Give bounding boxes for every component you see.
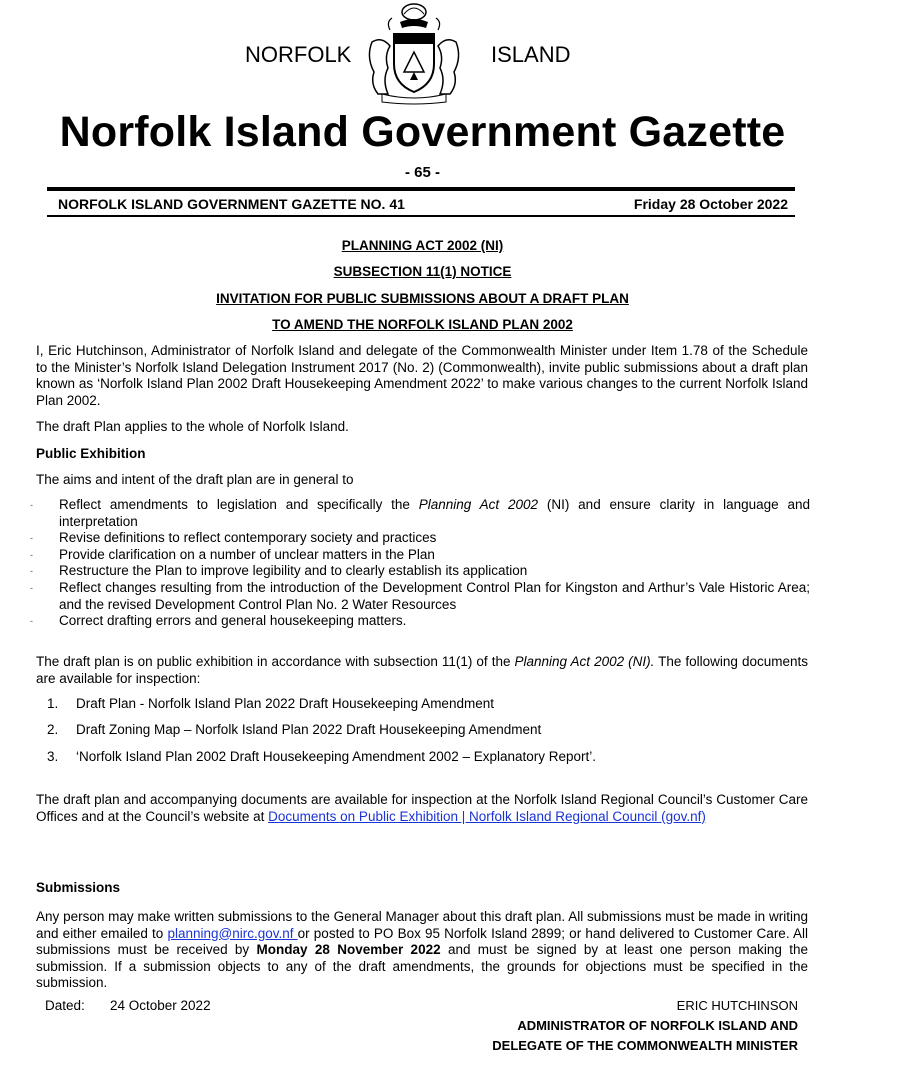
document-item-1: 1. Draft Plan - Norfolk Island Plan 2022 Draft Housekeeping Amendment <box>47 696 494 711</box>
bullet-dash: - <box>30 616 33 627</box>
document-item-2: 2. Draft Zoning Map – Norfolk Island Plan 2022 Draft Housekeeping Amendment <box>47 722 542 737</box>
list-item: - Reflect changes resulting from the introduction of the Development Control Plan for Kingston and Arthur’s Vale Historic Area; and the revised Development Control Plan No. 2 Water Resources <box>30 579 810 612</box>
signatory-title-1: ADMINISTRATOR OF NORFOLK ISLAND AND <box>517 1018 798 1033</box>
bullet-dash: - <box>30 533 33 544</box>
exhibition-documents-link[interactable]: Documents on Public Exhibition | Norfolk Island Regional Council (gov.nf) <box>268 808 706 824</box>
availability-paragraph: The draft plan and accompanying documents are available for inspection at the Norfolk Island Regional Council’s Customer Care Offices and at the Council’s website at Documents on Public Exhibition | Norfolk Island Regional Council (gov.nf) <box>36 792 808 824</box>
intro-paragraph: I, Eric Hutchinson, Administrator of Norfolk Island and delegate of the Commonwealth Minister under Item 1.78 of the Schedule to the Minister’s Norfolk Island Delegation Instrument 2017 (No. 2) (Commonwealth), invite public submissions about a draft plan known as ‘Norfolk Island Plan 2002 Draft Housekeeping Amendment 2022’ to make various changes to the current Norfolk Island Plan 2002. <box>36 343 808 408</box>
coat-of-arms-emblem <box>360 2 468 106</box>
list-item: - Restructure the Plan to improve legibility and to clearly establish its application <box>30 563 528 579</box>
aims-intro: The aims and intent of the draft plan are in general to <box>36 472 354 487</box>
list-item: - Reflect amendments to legislation and specifically the Planning Act 2002 (NI) and ensure clarity in language and interpretation <box>30 497 810 529</box>
header-rule-bottom <box>47 215 795 217</box>
page-number: - 65 - <box>404 164 440 181</box>
planning-email-link[interactable]: planning@nirc.gov.nf <box>167 925 298 941</box>
applies-paragraph: The draft Plan applies to the whole of Norfolk Island. <box>36 419 349 434</box>
bullet-dash: - <box>30 549 33 560</box>
submissions-paragraph: Any person may make written submissions to the General Manager about this draft plan. All submissions must be made in writing and either emailed to planning@nirc.gov.nf or posted to PO Box 95 Norfolk Island 2899; or hand delivered to Customer Care. All submissions must be received by Monday 28 November 2022 and must be signed by at least one person making the submission. If a submission objects to any of the draft amendments, the grounds for objections must be specified in the submission. <box>36 909 808 990</box>
list-item: - Revise definitions to reflect contemporary society and practices <box>30 530 437 546</box>
document-item-3: 3. ‘Norfolk Island Plan 2002 Draft Housekeeping Amendment 2002 – Explanatory Report’. <box>47 749 597 764</box>
list-item: - Correct drafting errors and general housekeeping matters. <box>30 613 407 629</box>
header-rule-top <box>47 187 795 191</box>
public-exhibition-heading: Public Exhibition <box>36 446 146 461</box>
gazette-date: Friday 28 October 2022 <box>633 196 788 212</box>
gazette-number: NORFOLK ISLAND GOVERNMENT GAZETTE NO. 41 <box>58 196 405 212</box>
bullet-dash: - <box>30 566 33 577</box>
notice-heading-invitation: INVITATION FOR PUBLIC SUBMISSIONS ABOUT A DRAFT PLAN <box>216 291 629 306</box>
dated-label: Dated: <box>45 998 85 1013</box>
bullet-dash: - <box>30 500 33 510</box>
bullet-dash: - <box>30 582 33 593</box>
aims-list <box>30 497 810 630</box>
list-item: - Provide clarification on a number of unclear matters in the Plan <box>30 546 435 562</box>
notice-heading-subsection: SUBSECTION 11(1) NOTICE <box>333 264 512 279</box>
notice-heading-amend: TO AMEND THE NORFOLK ISLAND PLAN 2002 <box>272 317 573 332</box>
signatory-name: ERIC HUTCHINSON <box>676 998 798 1013</box>
signatory-title-2: DELEGATE OF THE COMMONWEALTH MINISTER <box>492 1038 798 1053</box>
notice-heading-act: PLANNING ACT 2002 (NI) <box>341 238 504 253</box>
masthead-left-word: NORFOLK <box>245 42 352 67</box>
submissions-heading: Submissions <box>36 880 121 895</box>
dated-value: 24 October 2022 <box>110 998 211 1013</box>
exhibition-paragraph: The draft plan is on public exhibition in accordance with subsection 11(1) of the Planning Act 2002 (NI). The following documents are available for inspection: <box>36 654 808 686</box>
masthead-right-word: ISLAND <box>491 42 571 67</box>
gazette-info-bar <box>58 196 788 212</box>
gazette-title: Norfolk Island Government Gazette <box>59 108 786 156</box>
